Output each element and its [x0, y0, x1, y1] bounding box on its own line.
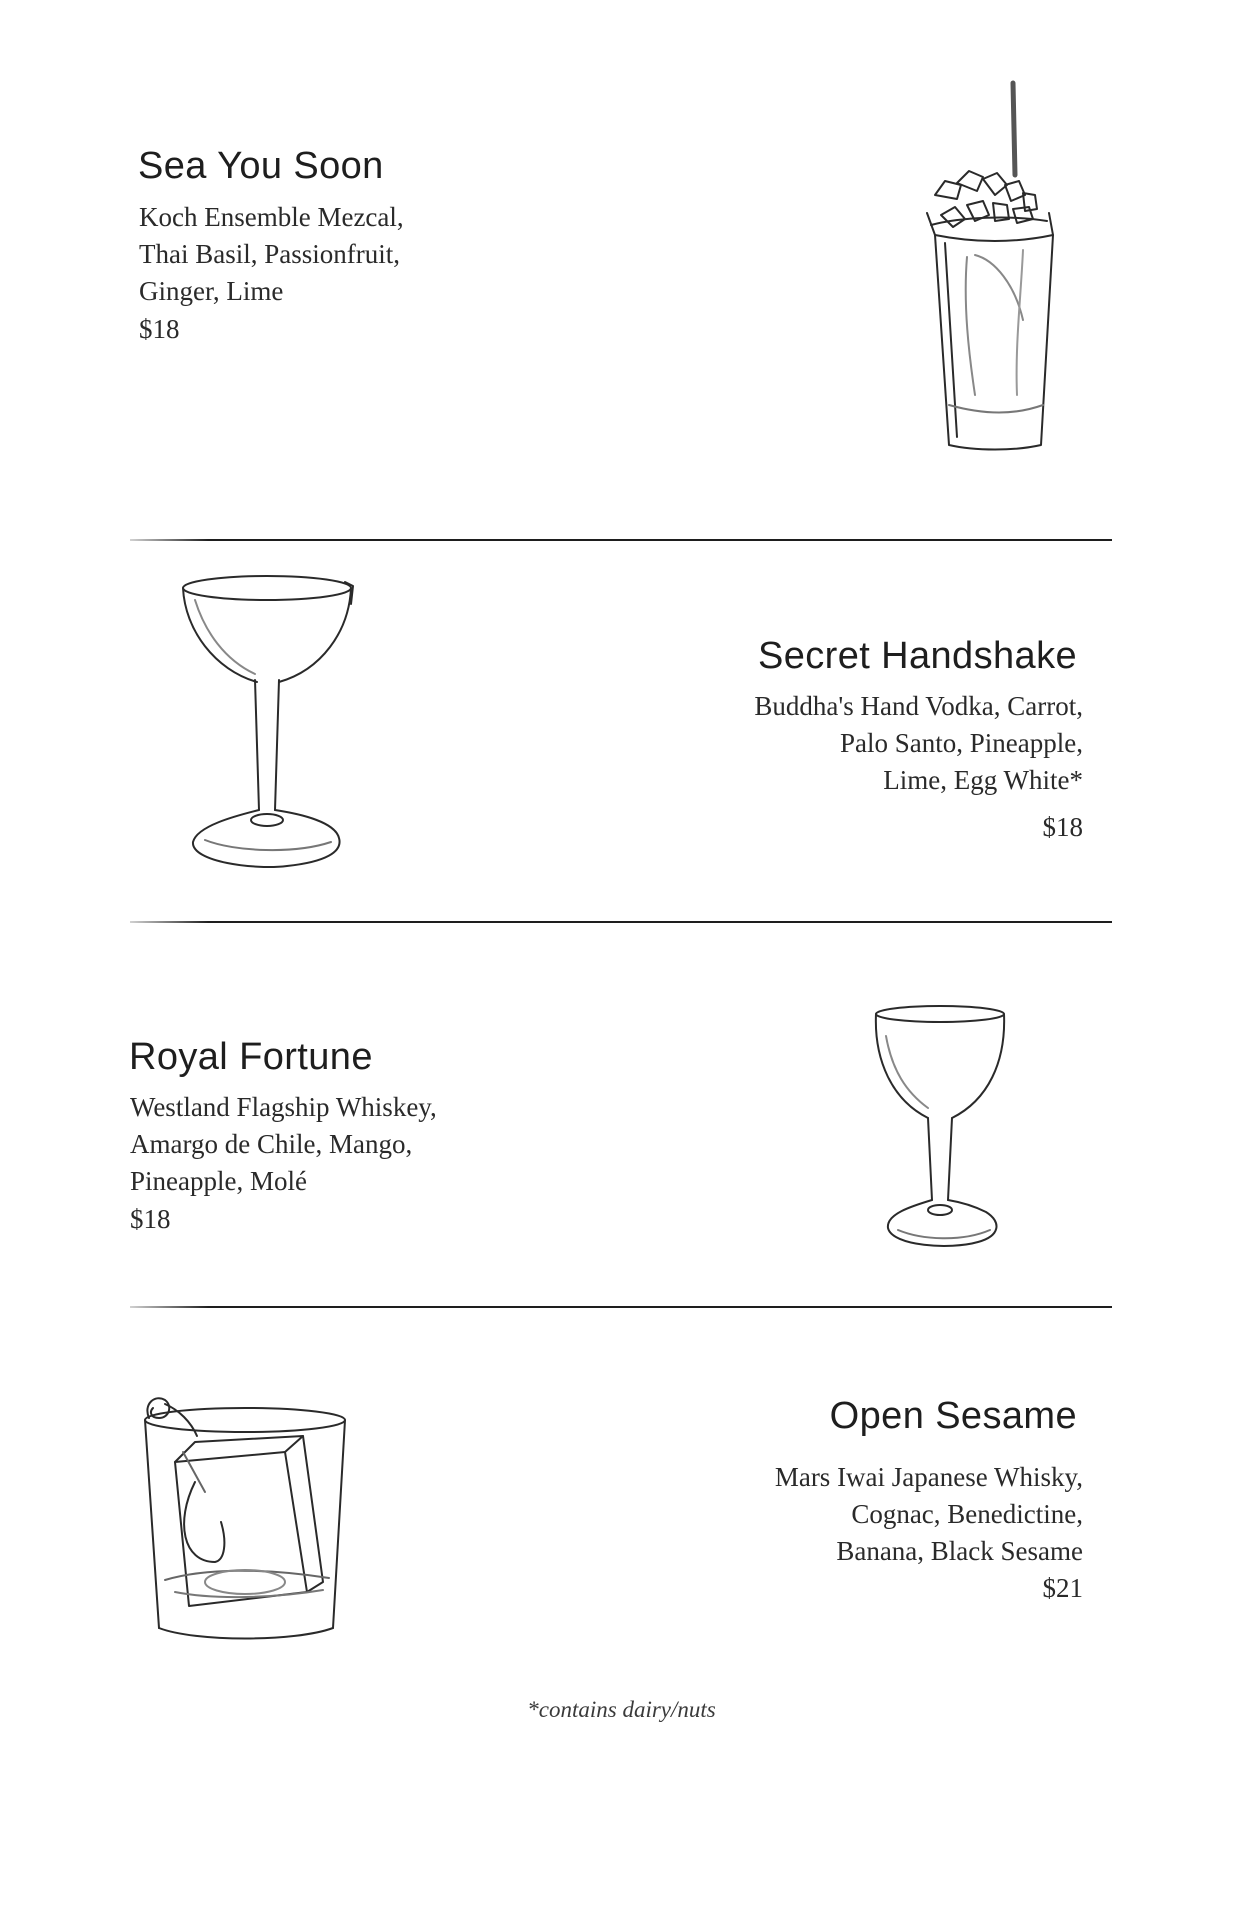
coupe-glass-icon — [175, 570, 365, 870]
footnote: *contains dairy/nuts — [527, 1697, 716, 1722]
section-divider — [130, 921, 1112, 923]
item-ingredients-open-sesame: Mars Iwai Japanese Whisky, Cognac, Benedictine, Banana, Black Sesame — [774, 1462, 1083, 1566]
item-ingredients-royal-fortune: Westland Flagship Whiskey, Amargo de Chile, Mango, Pineapple, Molé — [130, 1092, 437, 1196]
rocks-glass-icon — [135, 1392, 355, 1652]
section-divider — [130, 1306, 1112, 1308]
item-price-royal-fortune: $18 — [130, 1204, 171, 1234]
item-title-royal-fortune: Royal Fortune — [129, 1036, 373, 1078]
nick-and-nora-glass-icon — [862, 1000, 1012, 1260]
item-ingredients-secret-handshake: Buddha's Hand Vodka, Carrot, Palo Santo, Pineapple, Lime, Egg White* — [754, 691, 1083, 795]
highball-glass-icon — [905, 75, 1065, 455]
item-ingredients-sea-you-soon: Koch Ensemble Mezcal, Thai Basil, Passionfruit, Ginger, Lime — [139, 202, 404, 306]
item-price-secret-handshake: $18 — [1042, 812, 1083, 842]
item-title-open-sesame: Open Sesame — [829, 1395, 1077, 1437]
item-price-sea-you-soon: $18 — [139, 314, 180, 344]
item-title-sea-you-soon: Sea You Soon — [138, 145, 384, 187]
section-divider — [130, 539, 1112, 541]
item-title-secret-handshake: Secret Handshake — [757, 635, 1077, 677]
item-price-open-sesame: $21 — [1042, 1573, 1083, 1603]
